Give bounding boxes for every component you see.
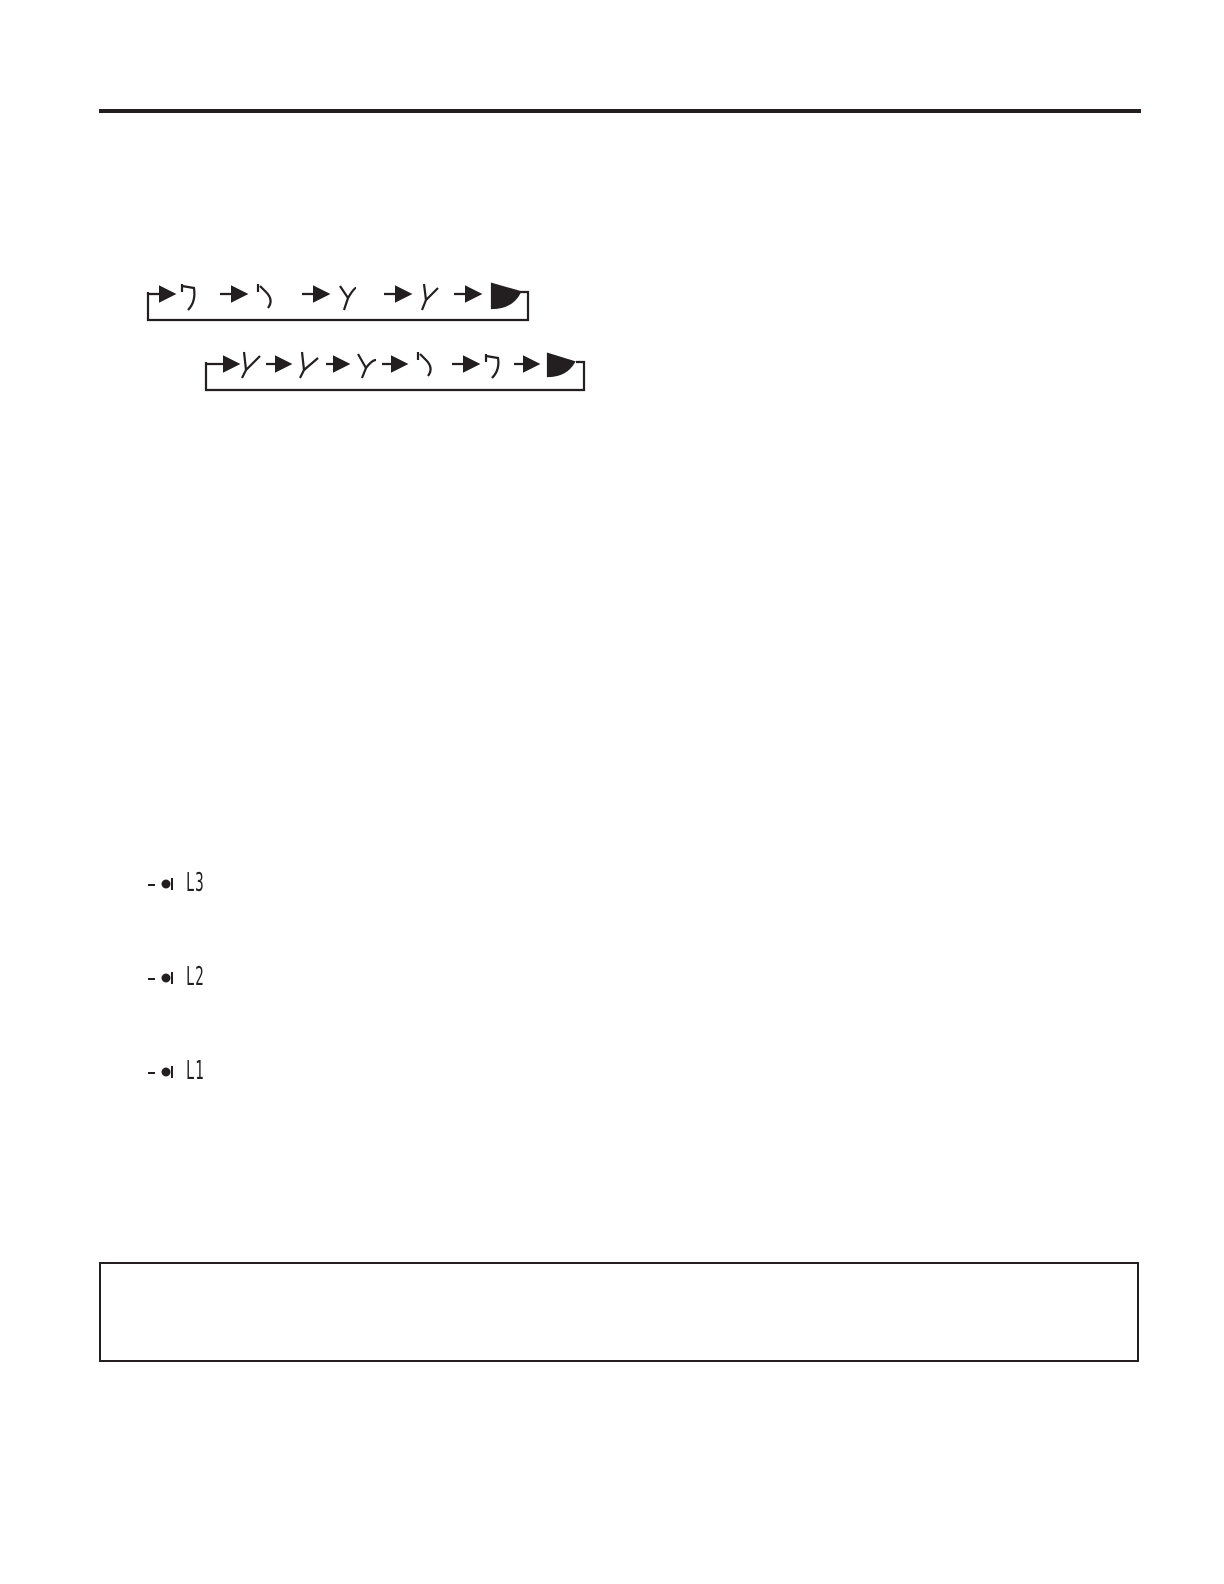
swing-sequence-two (206, 352, 584, 390)
note-box (99, 1262, 1139, 1362)
level-indicator-row (146, 1056, 236, 1092)
swing-sequence-svg (140, 270, 600, 400)
level-dash-icon (146, 962, 182, 992)
level-code: L3 (186, 868, 205, 898)
level-dot (162, 1068, 171, 1077)
vane-pos-3-icon (340, 286, 356, 298)
vane-pos-1b-icon (486, 356, 498, 378)
level-indicator-row (146, 962, 236, 998)
header-rule (99, 109, 1141, 113)
level-dash-icon (146, 868, 182, 898)
vane-pos-1-icon (182, 286, 194, 310)
vane-pos-4-icon (424, 284, 438, 300)
swing-fan-b-icon (548, 354, 574, 376)
vane-pos-2b-icon (420, 354, 431, 376)
swing-fan-icon (492, 284, 520, 308)
vane-pos-3b-icon (358, 354, 376, 368)
level-dash-icon (146, 1056, 182, 1086)
air-swing-sequence-diagram (140, 270, 600, 400)
level-code: L1 (186, 1056, 205, 1086)
level-indicator-row (146, 868, 236, 904)
vane-pos-2-icon (260, 286, 271, 308)
level-code: L2 (186, 962, 205, 992)
level-dot (162, 974, 171, 983)
level-dot (162, 880, 171, 889)
swing-sequence-one (148, 284, 528, 320)
vane-pos-5-icon (244, 352, 260, 370)
vane-pos-4b-icon (302, 352, 318, 370)
